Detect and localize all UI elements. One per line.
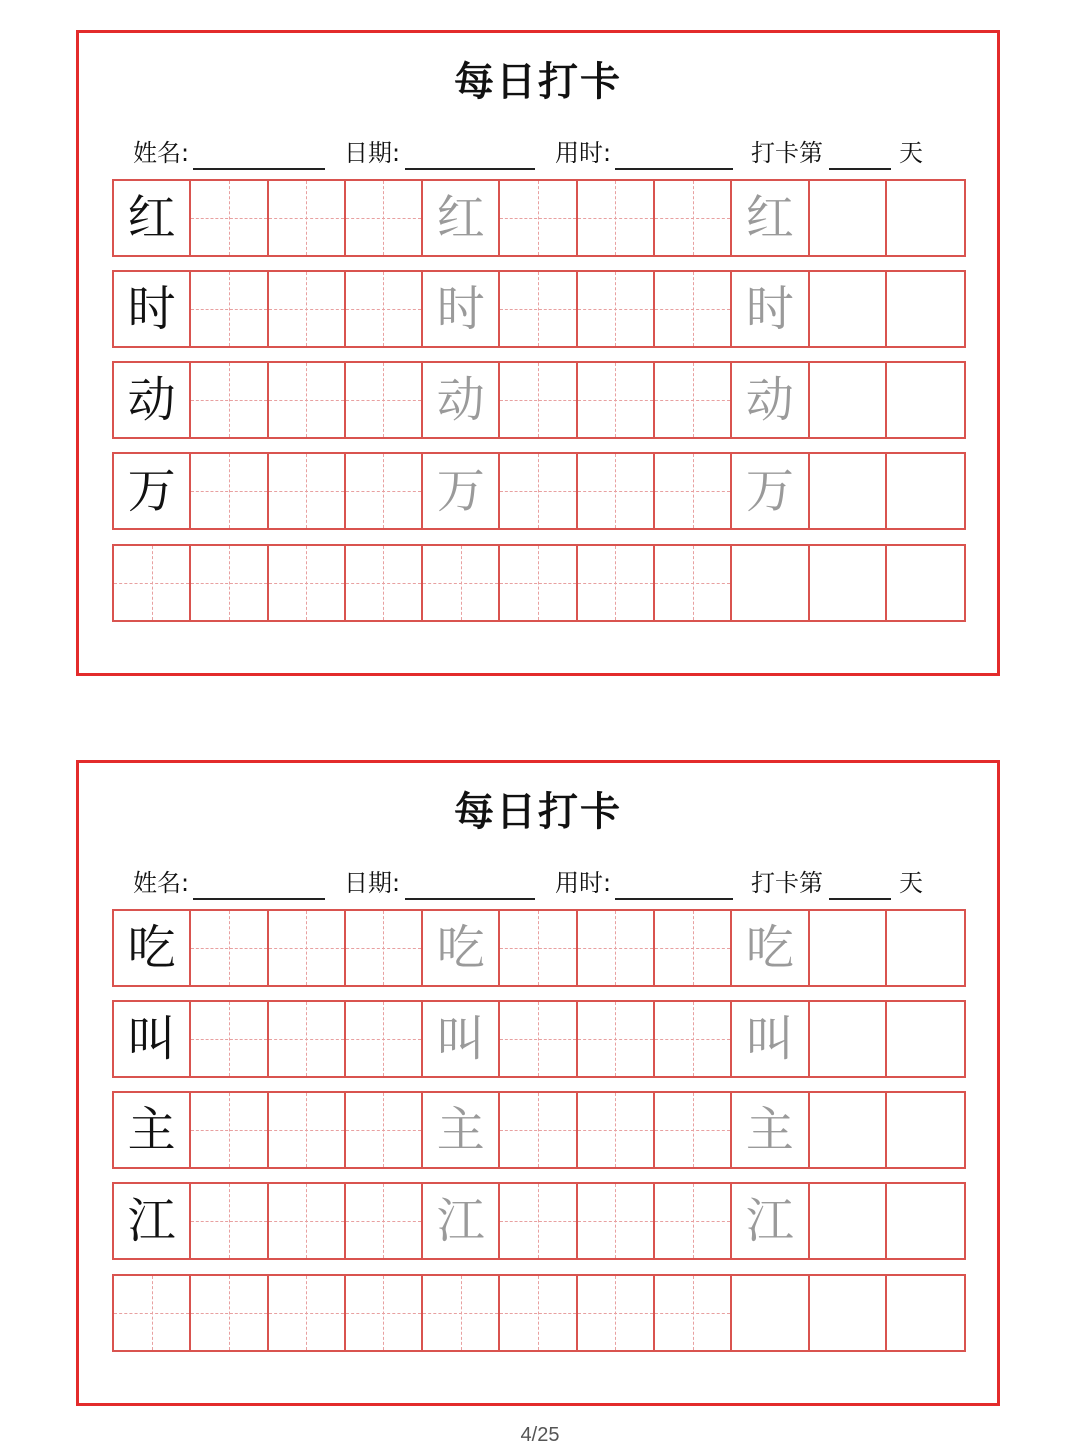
trace-character: 时: [436, 281, 485, 337]
guide-line: [655, 400, 730, 401]
guide-line: [578, 1039, 653, 1040]
practice-row: [112, 1182, 966, 1260]
practice-cell[interactable]: [114, 911, 191, 985]
practice-cell[interactable]: [500, 546, 577, 620]
model-character: 叫: [127, 1011, 176, 1067]
practice-cell[interactable]: [655, 1276, 732, 1350]
guide-line: [500, 583, 575, 584]
practice-cell[interactable]: [578, 546, 655, 620]
practice-cell[interactable]: [887, 363, 964, 437]
practice-cell[interactable]: [732, 1093, 809, 1167]
practice-row: [112, 544, 966, 622]
card-title: 每日打卡: [454, 59, 622, 105]
model-character: 主: [127, 1102, 176, 1158]
guide-line: [500, 1039, 575, 1040]
trace-character: 叫: [436, 1011, 485, 1067]
trace-character: 万: [745, 463, 794, 519]
practice-cell[interactable]: [346, 272, 423, 346]
day-prefix-label: 打卡第: [751, 869, 823, 897]
practice-cell[interactable]: [423, 363, 500, 437]
card-title: 每日打卡: [454, 789, 622, 835]
practice-cell[interactable]: [578, 363, 655, 437]
guide-line: [191, 218, 266, 219]
guide-line: [191, 491, 266, 492]
practice-cell[interactable]: [578, 272, 655, 346]
practice-cell[interactable]: [269, 546, 346, 620]
practice-cell[interactable]: [732, 363, 809, 437]
guide-line: [578, 1313, 653, 1314]
practice-cell[interactable]: [114, 1002, 191, 1076]
date-field[interactable]: [405, 168, 535, 170]
practice-cell[interactable]: [114, 546, 191, 620]
guide-line: [500, 309, 575, 310]
model-character: 吃: [127, 920, 176, 976]
practice-cell[interactable]: [732, 1184, 809, 1258]
practice-cell[interactable]: [191, 272, 268, 346]
practice-row: [112, 452, 966, 530]
practice-cell[interactable]: [346, 454, 423, 528]
guide-line: [655, 583, 730, 584]
practice-cell[interactable]: [578, 911, 655, 985]
practice-cell[interactable]: [114, 1184, 191, 1258]
practice-cell[interactable]: [191, 546, 268, 620]
practice-cell[interactable]: [423, 1002, 500, 1076]
trace-character: 时: [745, 281, 794, 337]
practice-cell[interactable]: [346, 1184, 423, 1258]
model-character: 江: [127, 1193, 176, 1249]
trace-character: 万: [436, 463, 485, 519]
name-field[interactable]: [193, 168, 325, 170]
trace-character: 吃: [745, 920, 794, 976]
practice-cell[interactable]: [191, 1093, 268, 1167]
guide-line: [269, 400, 344, 401]
practice-cell[interactable]: [887, 911, 964, 985]
practice-cell[interactable]: [655, 1002, 732, 1076]
trace-character: 动: [745, 372, 794, 428]
practice-cell[interactable]: [500, 1184, 577, 1258]
guide-line: [114, 583, 189, 584]
practice-cell[interactable]: [346, 363, 423, 437]
practice-cell[interactable]: [887, 546, 964, 620]
practice-row: [112, 909, 966, 987]
practice-row: [112, 1274, 966, 1352]
guide-line: [191, 1039, 266, 1040]
guide-line: [578, 218, 653, 219]
checkin-card-2: [76, 760, 1000, 1406]
practice-cell[interactable]: [887, 1276, 964, 1350]
guide-line: [655, 491, 730, 492]
guide-line: [346, 218, 421, 219]
practice-cell[interactable]: [500, 1276, 577, 1350]
practice-cell[interactable]: [810, 1184, 887, 1258]
guide-line: [500, 491, 575, 492]
time-field[interactable]: [615, 168, 733, 170]
practice-cell[interactable]: [732, 454, 809, 528]
practice-cell[interactable]: [269, 1002, 346, 1076]
guide-line: [346, 583, 421, 584]
guide-line: [655, 948, 730, 949]
practice-cell[interactable]: [346, 181, 423, 255]
practice-cell[interactable]: [346, 546, 423, 620]
model-character: 动: [127, 372, 176, 428]
date-label: 日期:: [344, 139, 401, 167]
practice-cell[interactable]: [114, 181, 191, 255]
practice-cell[interactable]: [423, 911, 500, 985]
practice-cell[interactable]: [114, 1276, 191, 1350]
guide-line: [269, 948, 344, 949]
practice-cell[interactable]: [114, 454, 191, 528]
practice-cell[interactable]: [191, 1184, 268, 1258]
guide-line: [191, 1221, 266, 1222]
guide-line: [191, 309, 266, 310]
page-indicator: 4/25: [520, 1424, 560, 1446]
day-field[interactable]: [829, 898, 891, 900]
practice-cell[interactable]: [423, 546, 500, 620]
practice-cell[interactable]: [732, 911, 809, 985]
guide-line: [346, 1313, 421, 1314]
practice-cell[interactable]: [191, 911, 268, 985]
guide-line: [191, 400, 266, 401]
practice-cell[interactable]: [500, 272, 577, 346]
practice-cell[interactable]: [191, 454, 268, 528]
practice-cell[interactable]: [578, 1184, 655, 1258]
practice-cell[interactable]: [655, 911, 732, 985]
day-suffix-label: 天: [899, 869, 923, 897]
guide-line: [655, 1221, 730, 1222]
name-label: 姓名:: [133, 869, 190, 897]
guide-line: [269, 1039, 344, 1040]
practice-cell[interactable]: [578, 454, 655, 528]
practice-cell[interactable]: [423, 1093, 500, 1167]
practice-cell[interactable]: [655, 546, 732, 620]
practice-cell[interactable]: [810, 272, 887, 346]
practice-cell[interactable]: [191, 1002, 268, 1076]
guide-line: [655, 1039, 730, 1040]
guide-line: [346, 309, 421, 310]
trace-character: 红: [436, 190, 485, 246]
practice-cell[interactable]: [423, 1276, 500, 1350]
practice-cell[interactable]: [655, 363, 732, 437]
guide-line: [269, 1130, 344, 1131]
practice-cell[interactable]: [887, 272, 964, 346]
guide-line: [269, 1313, 344, 1314]
practice-cell[interactable]: [114, 272, 191, 346]
practice-cell[interactable]: [732, 181, 809, 255]
date-label: 日期:: [344, 869, 401, 897]
guide-line: [191, 583, 266, 584]
trace-character: 动: [436, 372, 485, 428]
practice-cell[interactable]: [500, 911, 577, 985]
trace-character: 江: [745, 1193, 794, 1249]
guide-line: [500, 1221, 575, 1222]
practice-cell[interactable]: [346, 911, 423, 985]
guide-line: [191, 948, 266, 949]
trace-character: 红: [745, 190, 794, 246]
guide-line: [500, 1313, 575, 1314]
practice-row: [112, 1000, 966, 1078]
practice-cell[interactable]: [346, 1002, 423, 1076]
guide-line: [269, 491, 344, 492]
guide-line: [655, 218, 730, 219]
practice-cell[interactable]: [732, 1276, 809, 1350]
guide-line: [269, 218, 344, 219]
practice-cell[interactable]: [810, 911, 887, 985]
practice-cell[interactable]: [191, 181, 268, 255]
time-field[interactable]: [615, 898, 733, 900]
practice-cell[interactable]: [578, 1093, 655, 1167]
guide-line: [578, 309, 653, 310]
name-field[interactable]: [193, 898, 325, 900]
name-label: 姓名:: [133, 139, 190, 167]
practice-cell[interactable]: [346, 1276, 423, 1350]
day-field[interactable]: [829, 168, 891, 170]
guide-line: [346, 1039, 421, 1040]
trace-character: 江: [436, 1193, 485, 1249]
guide-line: [346, 491, 421, 492]
practice-cell[interactable]: [810, 1093, 887, 1167]
practice-cell[interactable]: [887, 1002, 964, 1076]
practice-cell[interactable]: [810, 1276, 887, 1350]
practice-cell[interactable]: [578, 1002, 655, 1076]
guide-line: [346, 1221, 421, 1222]
practice-cell[interactable]: [269, 1093, 346, 1167]
practice-cell[interactable]: [269, 363, 346, 437]
practice-cell[interactable]: [887, 181, 964, 255]
practice-cell[interactable]: [500, 454, 577, 528]
guide-line: [500, 218, 575, 219]
practice-cell[interactable]: [423, 1184, 500, 1258]
guide-line: [578, 491, 653, 492]
guide-line: [114, 1313, 189, 1314]
guide-line: [500, 400, 575, 401]
guide-line: [500, 948, 575, 949]
guide-line: [191, 1313, 266, 1314]
practice-cell[interactable]: [732, 272, 809, 346]
practice-cell[interactable]: [269, 454, 346, 528]
practice-cell[interactable]: [500, 181, 577, 255]
practice-cell[interactable]: [500, 1093, 577, 1167]
practice-cell[interactable]: [732, 1002, 809, 1076]
guide-line: [346, 1130, 421, 1131]
practice-cell[interactable]: [500, 363, 577, 437]
guide-line: [655, 1313, 730, 1314]
practice-cell[interactable]: [269, 181, 346, 255]
trace-character: 吃: [436, 920, 485, 976]
practice-cell[interactable]: [810, 1002, 887, 1076]
practice-cell[interactable]: [655, 181, 732, 255]
practice-cell[interactable]: [423, 454, 500, 528]
practice-cell[interactable]: [655, 272, 732, 346]
practice-cell[interactable]: [810, 546, 887, 620]
practice-cell[interactable]: [655, 1093, 732, 1167]
practice-cell[interactable]: [423, 181, 500, 255]
trace-character: 主: [745, 1102, 794, 1158]
model-character: 时: [127, 281, 176, 337]
practice-cell[interactable]: [269, 1184, 346, 1258]
practice-cell[interactable]: [269, 911, 346, 985]
practice-cell[interactable]: [191, 1276, 268, 1350]
practice-cell[interactable]: [887, 1093, 964, 1167]
practice-row: [112, 361, 966, 439]
practice-cell[interactable]: [423, 272, 500, 346]
guide-line: [423, 583, 498, 584]
model-character: 红: [127, 190, 176, 246]
time-label: 用时:: [555, 869, 612, 897]
practice-cell[interactable]: [810, 181, 887, 255]
model-character: 万: [127, 463, 176, 519]
practice-cell[interactable]: [346, 1093, 423, 1167]
guide-line: [578, 583, 653, 584]
guide-line: [578, 1130, 653, 1131]
guide-line: [655, 1130, 730, 1131]
date-field[interactable]: [405, 898, 535, 900]
guide-line: [269, 1221, 344, 1222]
guide-line: [423, 1313, 498, 1314]
practice-cell[interactable]: [887, 454, 964, 528]
practice-cell[interactable]: [810, 363, 887, 437]
practice-cell[interactable]: [810, 454, 887, 528]
guide-line: [269, 309, 344, 310]
practice-cell[interactable]: [578, 181, 655, 255]
guide-line: [346, 948, 421, 949]
day-suffix-label: 天: [899, 139, 923, 167]
guide-line: [578, 400, 653, 401]
practice-cell[interactable]: [114, 363, 191, 437]
practice-cell[interactable]: [578, 1276, 655, 1350]
practice-cell[interactable]: [114, 1093, 191, 1167]
practice-cell[interactable]: [269, 1276, 346, 1350]
practice-cell[interactable]: [887, 1184, 964, 1258]
day-prefix-label: 打卡第: [751, 139, 823, 167]
guide-line: [269, 583, 344, 584]
guide-line: [578, 1221, 653, 1222]
practice-cell[interactable]: [191, 363, 268, 437]
guide-line: [346, 400, 421, 401]
trace-character: 主: [436, 1102, 485, 1158]
practice-cell[interactable]: [655, 1184, 732, 1258]
practice-row: [112, 179, 966, 257]
practice-cell[interactable]: [732, 546, 809, 620]
checkin-card-1: [76, 30, 1000, 676]
practice-cell[interactable]: [269, 272, 346, 346]
guide-line: [578, 948, 653, 949]
trace-character: 叫: [745, 1011, 794, 1067]
time-label: 用时:: [555, 139, 612, 167]
practice-row: [112, 270, 966, 348]
guide-line: [500, 1130, 575, 1131]
guide-line: [655, 309, 730, 310]
guide-line: [191, 1130, 266, 1131]
practice-cell[interactable]: [500, 1002, 577, 1076]
practice-row: [112, 1091, 966, 1169]
practice-cell[interactable]: [655, 454, 732, 528]
